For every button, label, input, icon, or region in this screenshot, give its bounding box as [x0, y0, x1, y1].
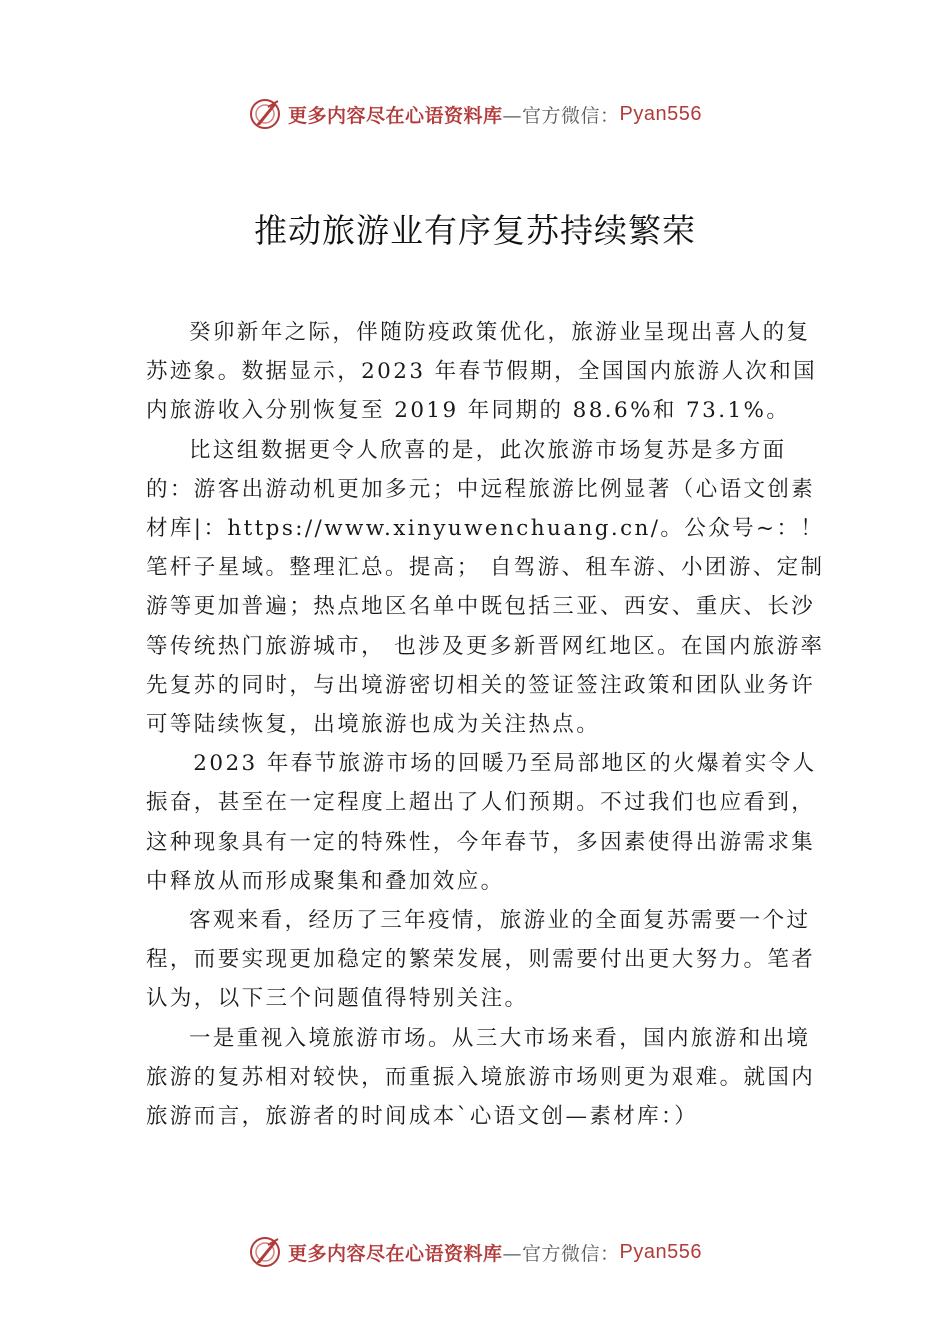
- banner-wechat-id: Pyan556: [619, 1240, 702, 1263]
- banner-wechat-label: —官方微信：: [502, 1242, 620, 1265]
- footer-banner: [0, 1232, 950, 1272]
- document-title: 推动旅游业有序复苏持续繁荣: [254, 211, 696, 250]
- banner-wechat-label: —官方微信：: [502, 104, 620, 127]
- document-body: [146, 313, 826, 1136]
- banner-library-text: 更多内容尽在心语资料库: [288, 104, 503, 127]
- banner-wechat-id: Pyan556: [619, 102, 702, 125]
- paragraph: 比这组数据更令人欣喜的是，此次旅游市场复苏是多方面的：游客出游动机更加多元；中远程旅游比例显著（心语文创素材库|：https://www.xinyuwenchuang.cn/。公众号~：！笔杆子星域。整理汇总。提高； 自驾游、租车游、小团游、定制游等更加普遍；热点地区名单中既包括三亚、西安、重庆、长沙等传统热门旅游城市， 也涉及更多新晋网红地区。在国内旅游率先复苏的同时，与出境游密切相关的签证签注政策和团队业务许可等陆续恢复，出境旅游也成为关注热点。: [146, 437, 825, 738]
- paragraph: 癸卯新年之际，伴随防疫政策优化，旅游业呈现出喜人的复苏迹象。数据显示，2023 年春节假期，全国国内旅游人次和国内旅游收入分别恢复至 2019 年同期的 88.6%和 73.1%。: [146, 320, 818, 424]
- paragraph: 一是重视入境旅游市场。从三大市场来看，国内旅游和出境旅游的复苏相对较快，而重振入境旅游市场则更为艰难。就国内旅游而言，旅游者的时间成本`心语文创—素材库：）: [146, 1025, 816, 1130]
- paragraph: 客观来看，经历了三年疫情，旅游业的全面复苏需要一个过程，而要实现更加稳定的繁荣发展，则需要付出更大努力。笔者认为，以下三个问题值得特别关注。: [146, 908, 816, 1012]
- paragraph: 2023 年春节旅游市场的回暖乃至局部地区的火爆着实令人振奋，甚至在一定程度上超出了人们预期。不过我们也应看到，这种现象具有一定的特殊性，今年春节，多因素使得出游需求集中释放从而形成聚集和叠加效应。: [146, 751, 817, 894]
- header-banner: [0, 94, 950, 134]
- quill-logo-icon: [248, 1235, 282, 1269]
- quill-logo-icon: [248, 97, 282, 131]
- banner-library-text: 更多内容尽在心语资料库: [288, 1242, 503, 1265]
